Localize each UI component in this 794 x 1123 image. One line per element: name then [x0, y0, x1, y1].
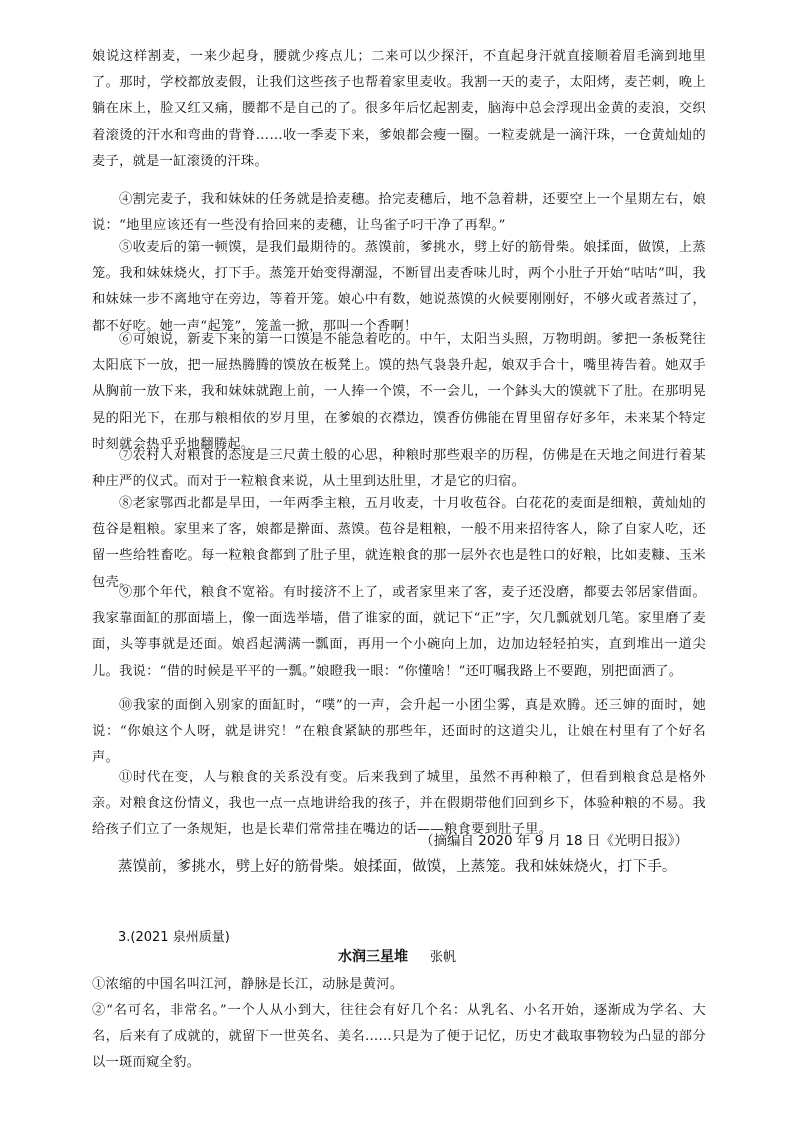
- article-paragraph: ⑨那个年代，粮食不宽裕。有时接济不上了，或者家里来了客，麦子还没磨，都要去邻居家借面。我家靠面缸的那面墙上，像一面选举墙，借了谁家的面，就记下“正”字，欠几瓢就划几笔。家里磨了麦面，头等事就是还面。娘舀起满满一瓢面，再用一个小碗向上加，边加边轻轻拍实，直到堆出一道尖儿。我说：“借的时候是平平的一瓢。”娘瞪我一眼：“你懂啥！”还叮嘱我路上不要跑，别把面洒了。: [92, 585, 706, 679]
- article-title-row: [0, 946, 794, 966]
- article-paragraph: ④割完麦子，我和妹妹的任务就是拾麦穗。拾完麦穗后，地不急着耕，还要空上一个星期左右，娘说：“地里应该还有一些没有拾回来的麦穗，让鸟雀子叼干净了再犁。”: [92, 192, 706, 234]
- article-paragraph: ①浓缩的中国名叫江河，静脉是长江，动脉是黄河。: [92, 977, 404, 992]
- article-paragraph: ⑧老家鄂西北都是旱田，一年两季主粮，五月收麦，十月收苞谷。白花花的麦面是细粮，黄灿灿的苞谷是粗粮。家里来了客，娘都是擀面、蒸馍。苞谷是粗粮，一般不用来招待客人，除了自家人吃，还留一些给牲畜吃。每一粒粮食都到了肚子里，就连粮食的那一层外衣也是牲口的好粮，比如麦糠、玉米包壳。: [92, 496, 706, 590]
- quoted-excerpt: 蒸馍前，爹挑水，劈上好的筋骨柴。娘揉面，做馍，上蒸笼。我和妹妹烧火，打下手。: [118, 859, 677, 875]
- source-attribution: （摘编自 2020 年 9 月 18 日《光明日报》）: [420, 833, 689, 849]
- article-paragraph: ⑥可娘说，新麦下来的第一口馍是不能急着吃的。中午，太阳当头照，万物明朗。爹把一条板凳往太阳底下一放，把一屉热腾腾的馍放在板凳上。馍的热气袅袅升起，娘双手合十，嘴里祷告着。她双手从胸前一放下来，我和妹妹就跑上前，一人捧一个馍，不一会儿，一个鉢头大的馍就下了肚。在那明晃晃的阳光下，在那与粮相依的岁月里，在爹娘的衣襟边，馍香仿佛能在胃里留存好多年，未来某个特定时刻就会热乎乎地翻腾起。: [92, 332, 706, 452]
- article-paragraph: ⑩我家的面倒入别家的面缸时，“噗”的一声，会升起一小团尘雾，真是欢腾。还三婶的面时，她说：“你娘这个人呀，就是讲究！”在粮食紧缺的那些年，还面时的这道尖儿，让娘在村里有了个好名声。: [92, 698, 706, 766]
- article-paragraph: ⑦农村人对粮食的态度是三尺黄土般的心思，种粮时那些艰辛的历程，仿佛是在天地之间进行着某种庄严的仪式。而对于一粒粮食来说，从土里到达肚里，才是它的归宿。: [92, 448, 706, 490]
- article-author: 张帆: [429, 950, 456, 965]
- article-paragraph: ⑤收麦后的第一顿馍，是我们最期待的。蒸馍前，爹挑水，劈上好的筋骨柴。娘揉面，做馍，上蒸笼。我和妹妹烧火，打下手。蒸笼开始变得潮湿，不断冒出麦香味儿时，两个小肚子开始“咕咕”叫，我和妹妹一步不离地守在旁边，等着开笼。娘心中有数，她说蒸馍的火候要刚刚好，不够火或者蒸过了，都不好吃。她一声“起笼”，笼盖一掀，那叫一个香啊！: [92, 240, 706, 334]
- question-number-source: 3.(2021 泉州质量): [118, 930, 230, 945]
- article-paragraph: ⑪时代在变，人与粮食的关系没有变。后来我到了城里，虽然不再种粮了，但看到粮食总是格外亲。对粮食这份情义，我也一点一点地讲给我的孩子，并在假期带他们回到乡下，体验种粮的不易。我给孩子们立了一条规矩，也是长辈们常常挂在嘴边的话——粮食要到肚子里。: [92, 770, 706, 838]
- article-title: 水润三星堆: [337, 949, 408, 965]
- article-paragraph: ②“名可名，非常名。”一个人从小到大，往往会有好几个名：从乳名、小名开始，逐渐成为学名、大名，后来有了成就的，就留下一世英名、美名……只是为了便于记忆，历史才截取事物较为凸显的部分以一斑而窥全豹。: [92, 1003, 706, 1071]
- article-paragraph: 娘说这样割麦，一来少起身，腰就少疼点儿；二来可以少探汗，不直起身汗就直接顺着眉毛滴到地里了。那时，学校都放麦假，让我们这些孩子也帮着家里麦收。我割一天的麦子，太阳烤，麦芒刺，晚上躺在床上，脸又红又痛，腰都不是自己的了。很多年后忆起割麦，脑海中总会浮现出金黄的麦浪，交织着滚烫的汗水和弯曲的背脊……收一季麦下来，爹娘都会瘦一圈。一粒麦就是一滴汗珠，一仓黄灿灿的麦子，就是一缸滚烫的汗珠。: [92, 49, 706, 169]
